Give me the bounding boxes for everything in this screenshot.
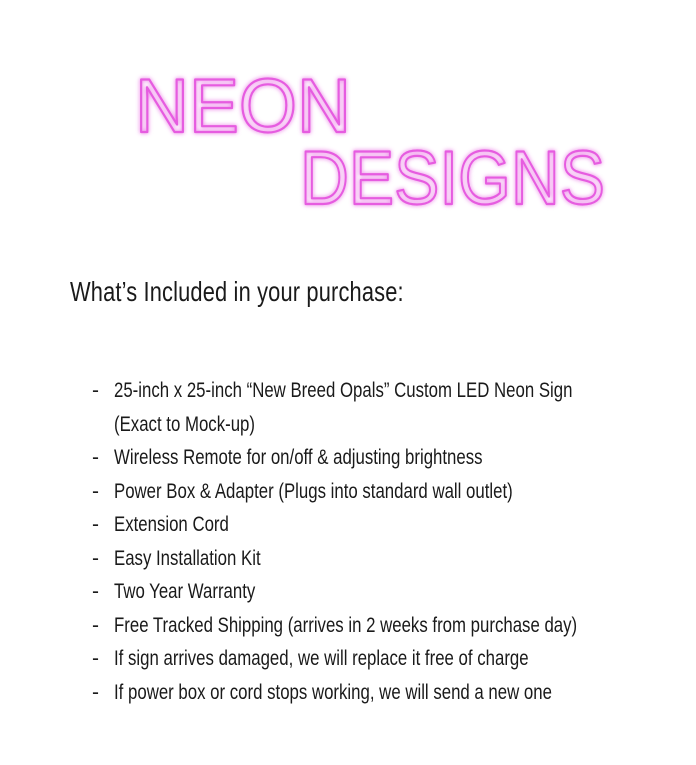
included-heading: What’s Included in your purchase: — [70, 276, 404, 307]
item-text: Free Tracked Shipping (arrives in 2 weeks from purchase day) — [114, 613, 578, 637]
list-item — [92, 508, 692, 542]
neon-designs-logo — [0, 0, 696, 230]
logo-line2: DESIGNS — [300, 136, 605, 221]
bullet-dash: - — [92, 479, 99, 503]
item-text: Easy Installation Kit — [114, 546, 261, 570]
list-item — [92, 542, 692, 576]
bullet-dash: - — [92, 546, 99, 570]
list-item — [92, 676, 692, 710]
item-text: Extension Cord — [114, 513, 229, 536]
bullet-dash: - — [92, 379, 99, 402]
item-text: Wireless Remote for on/off & adjusting brightness — [114, 446, 483, 469]
list-item — [92, 475, 692, 509]
item-text: Two Year Warranty — [114, 580, 256, 603]
item-text: If sign arrives damaged, we will replace it free of charge — [114, 647, 529, 670]
list-item — [92, 609, 692, 643]
included-list — [92, 374, 692, 709]
item-text: Power Box & Adapter (Plugs into standard wall outlet) — [114, 479, 513, 503]
bullet-dash: - — [92, 446, 99, 469]
bullet-dash: - — [92, 647, 99, 670]
item-text: 25-inch x 25-inch “New Breed Opals” Custom LED Neon Sign (Exact to Mock-up) — [114, 379, 573, 436]
bullet-dash: - — [92, 613, 99, 637]
list-item — [92, 374, 692, 441]
list-item — [92, 642, 692, 676]
logo-line1: NEON — [135, 64, 351, 149]
list-item — [92, 575, 692, 609]
bullet-dash: - — [92, 513, 99, 536]
item-text: If power box or cord stops working, we will send a new one — [114, 680, 552, 704]
bullet-dash: - — [92, 580, 99, 603]
list-item — [92, 441, 692, 475]
bullet-dash: - — [92, 680, 99, 704]
